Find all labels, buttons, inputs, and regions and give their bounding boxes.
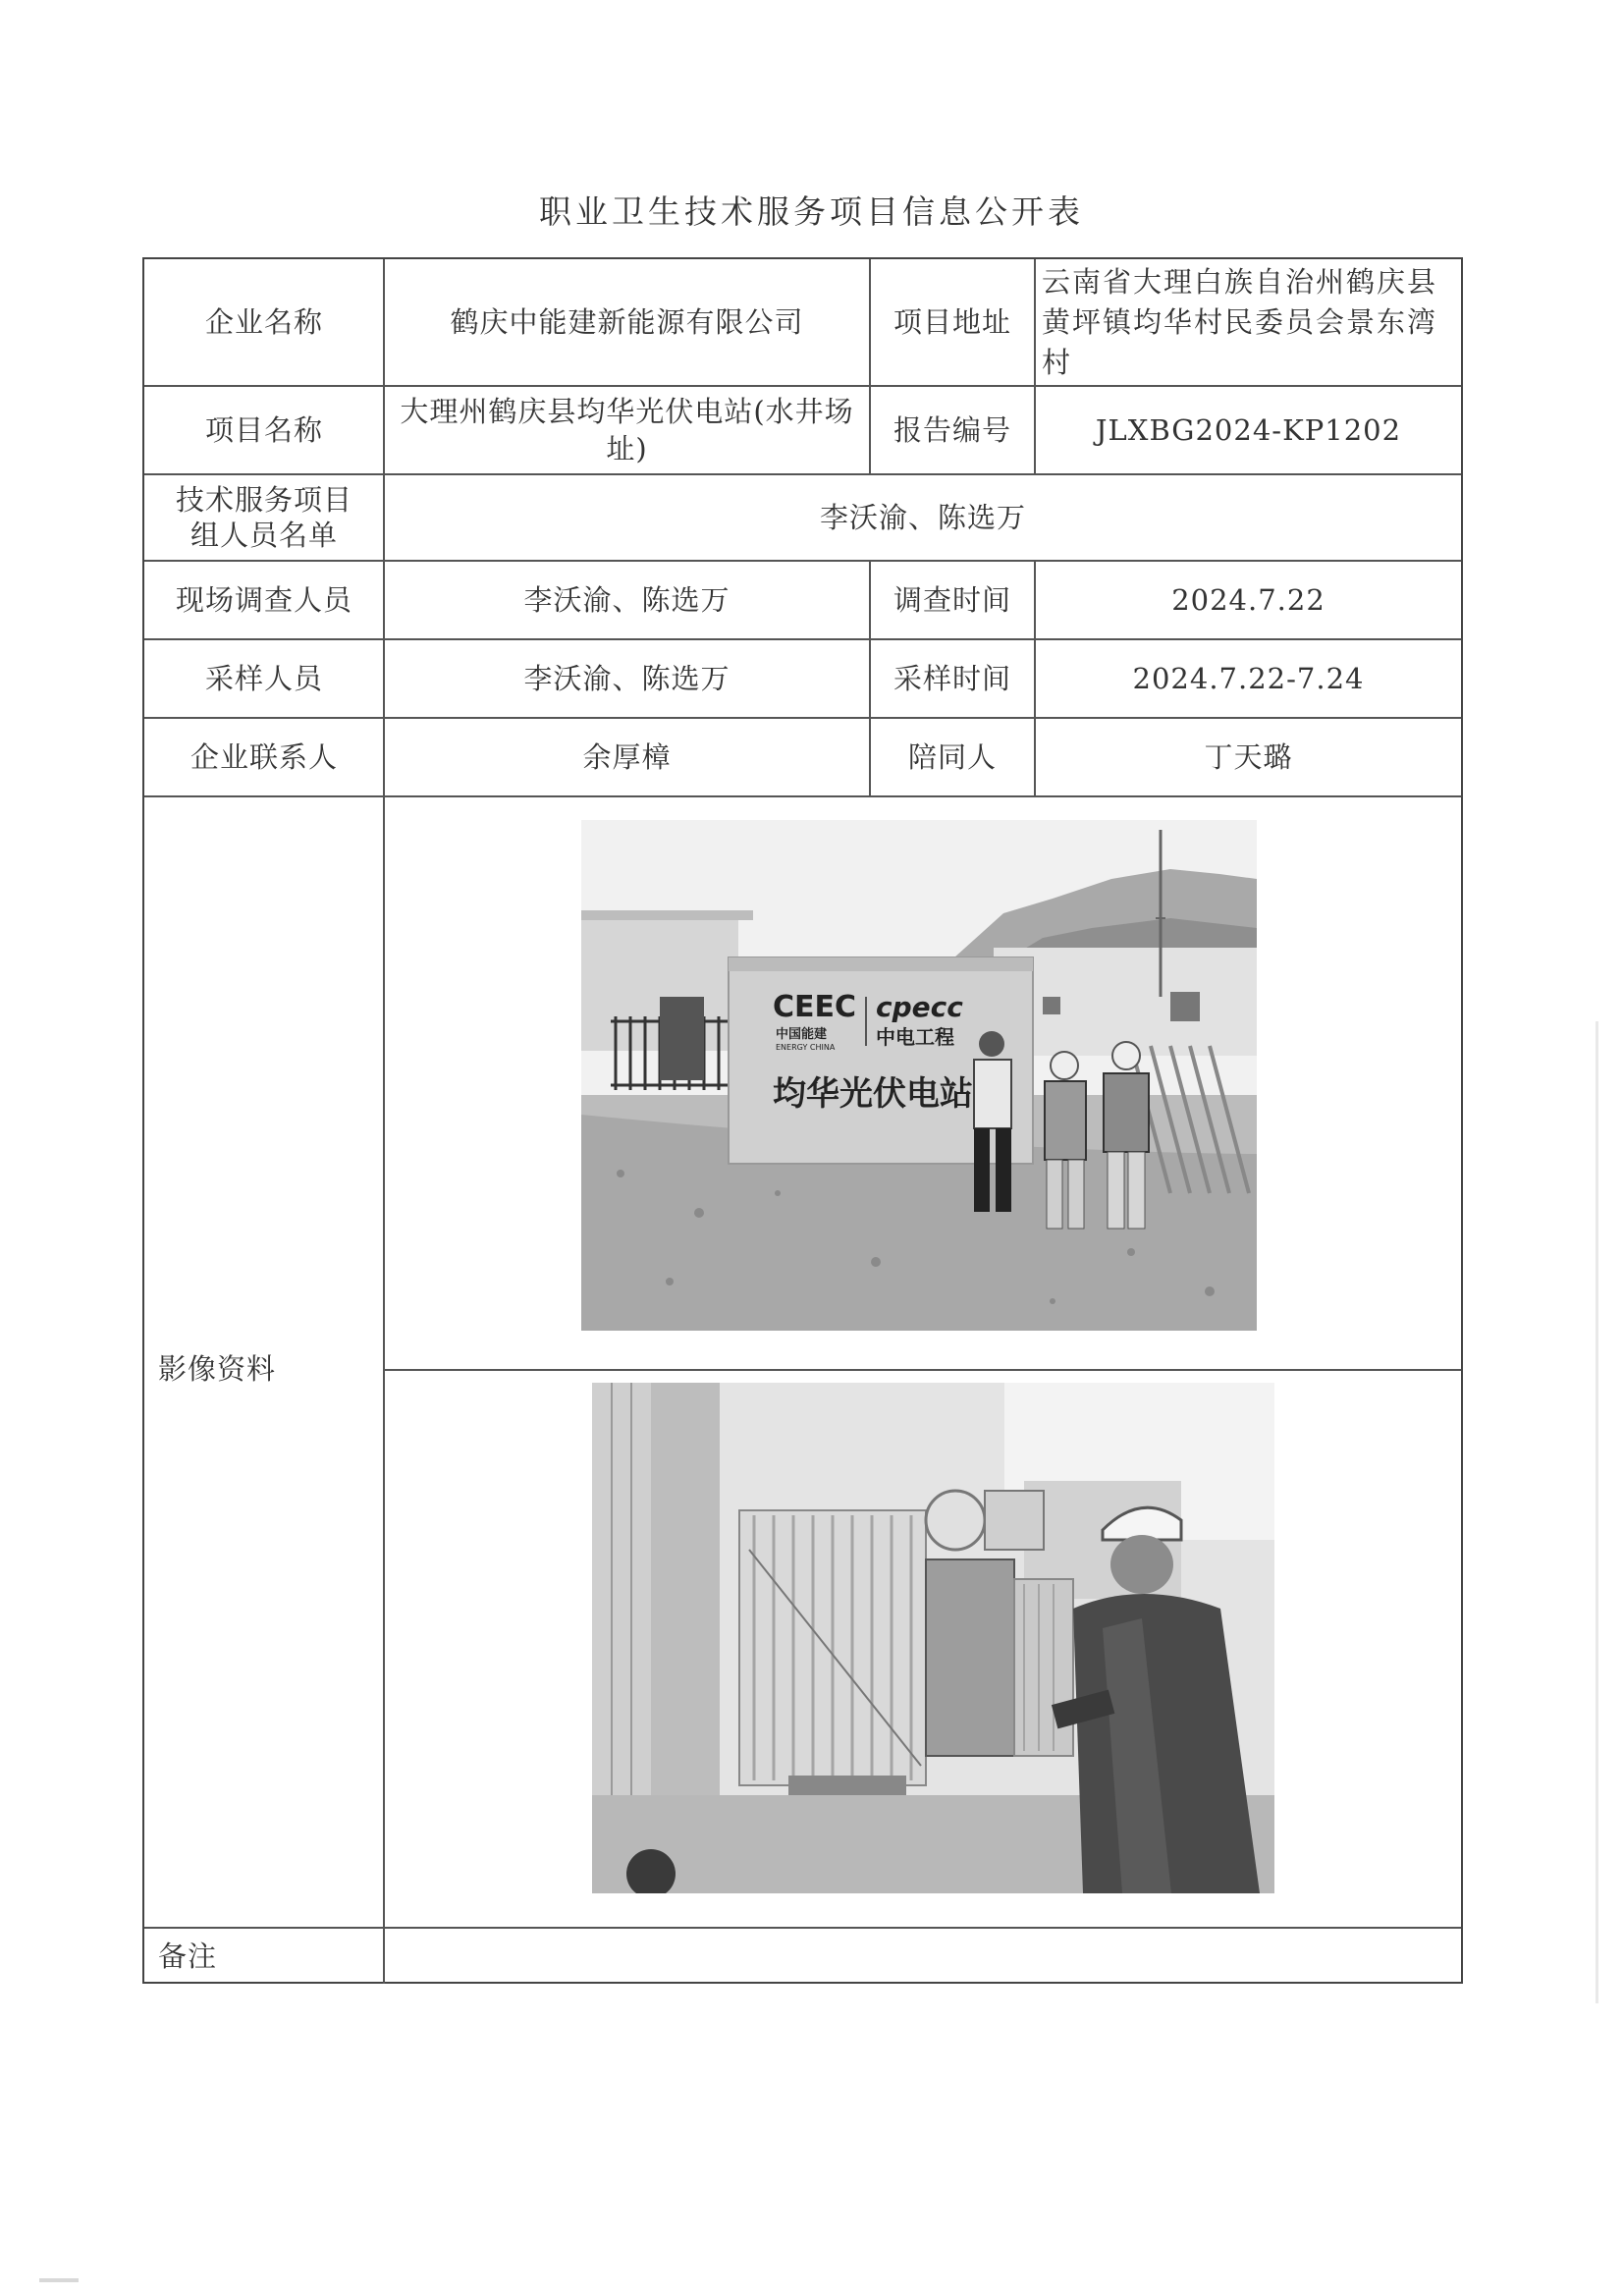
images-label: 影像资料 bbox=[158, 1352, 277, 1386]
station-sign-text: 均华光伏电站 bbox=[773, 1074, 973, 1114]
project-address-value: 云南省大理白族自治州鹤庆县黄坪镇均华村民委员会景东湾村 bbox=[1042, 264, 1438, 379]
survey-staff-value: 李沃渝、陈选万 bbox=[523, 583, 730, 617]
remarks-label: 备注 bbox=[158, 1940, 218, 1973]
sampling-staff-label: 采样人员 bbox=[204, 662, 323, 695]
sampling-staff-value: 李沃渝、陈选万 bbox=[523, 662, 730, 695]
report-number-value: JLXBG2024-KP1202 bbox=[1095, 413, 1402, 447]
logo-ceec-cn: 中国能建 bbox=[776, 1027, 828, 1042]
accompanying-person-value: 丁天璐 bbox=[1204, 740, 1293, 774]
project-name-value: 大理州鹤庆县均华光伏电站(水井场址) bbox=[400, 395, 854, 465]
sampling-time-value: 2024.7.22-7.24 bbox=[1132, 662, 1365, 695]
transformer bbox=[739, 1491, 1073, 1795]
survey-time-label: 调查时间 bbox=[893, 583, 1011, 617]
team-members-value: 李沃渝、陈选万 bbox=[819, 501, 1026, 534]
survey-time-value: 2024.7.22 bbox=[1171, 583, 1325, 617]
page-title: 职业卫生技术服务项目信息公开表 bbox=[539, 192, 1084, 231]
company-contact-label: 企业联系人 bbox=[189, 740, 338, 774]
logo-ceec: CEEC bbox=[773, 990, 857, 1024]
site-photo-sign bbox=[581, 820, 1257, 1331]
team-members-label: 技术服务项目组人员名单 bbox=[175, 483, 352, 552]
remarks-value bbox=[385, 1929, 1461, 1984]
scan-mark bbox=[39, 2278, 79, 2282]
sampling-time-label: 采样时间 bbox=[893, 662, 1011, 695]
company-contact-value: 余厚樟 bbox=[582, 740, 672, 774]
logo-cpecc: cpecc bbox=[876, 991, 963, 1023]
survey-staff-label: 现场调查人员 bbox=[175, 583, 352, 617]
scan-edge bbox=[1596, 1021, 1598, 2003]
company-name-value: 鹤庆中能建新能源有限公司 bbox=[450, 305, 804, 339]
project-name-label: 项目名称 bbox=[204, 413, 323, 447]
logo-ceec-en: ENERGY CHINA bbox=[776, 1043, 836, 1052]
site-photo-transformer bbox=[592, 1383, 1274, 1893]
company-name-label: 企业名称 bbox=[204, 305, 323, 339]
logo-cpecc-cn: 中电工程 bbox=[876, 1025, 954, 1049]
report-number-label: 报告编号 bbox=[893, 413, 1011, 447]
accompanying-person-label: 陪同人 bbox=[907, 740, 997, 774]
project-address-label: 项目地址 bbox=[893, 305, 1011, 339]
